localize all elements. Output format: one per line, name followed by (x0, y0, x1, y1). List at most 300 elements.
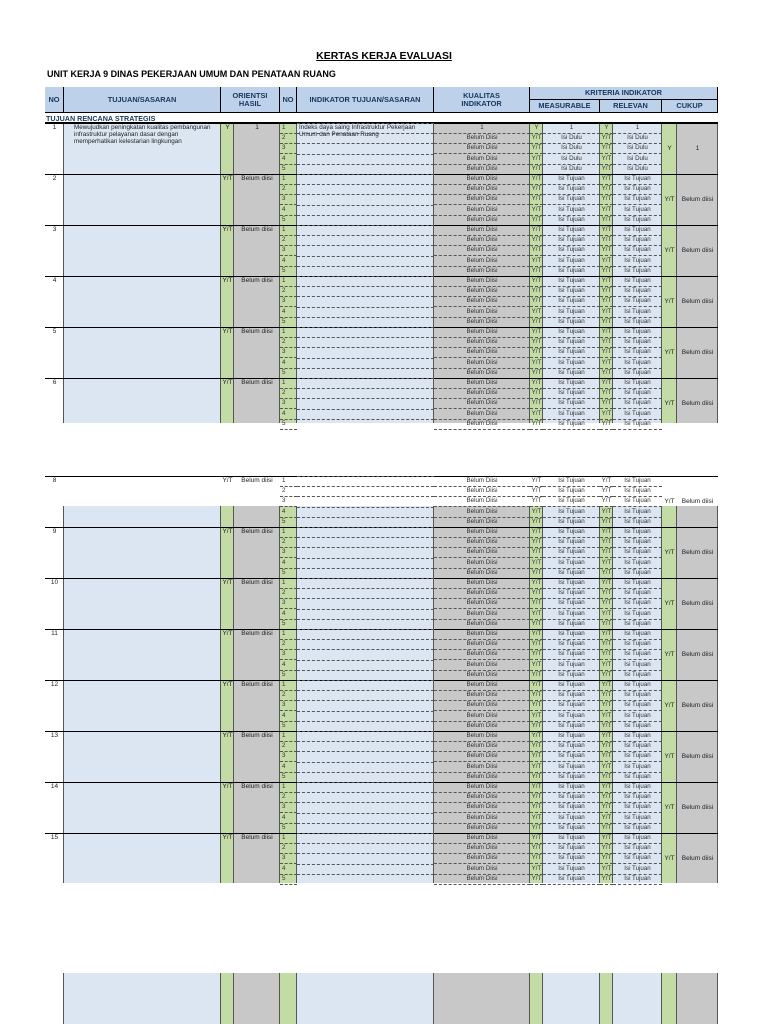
orientasi-flag: Y/T (222, 226, 233, 233)
indikator-cell[interactable] (297, 690, 434, 691)
indikator-cell[interactable] (297, 853, 434, 854)
cukup-value: Belum diisi (681, 650, 714, 658)
indikator-cell[interactable] (297, 711, 434, 712)
sub-number: 4 (280, 813, 297, 824)
table-column (45, 973, 64, 1024)
measurable-value: Isi Tujuan (543, 874, 600, 885)
measurable-flag: Y/T (530, 690, 543, 701)
measurable-value: Isi Tujuan (543, 307, 600, 318)
row-number: 6 (52, 379, 57, 386)
relevan-flag: Y/T (600, 874, 613, 885)
sub-number: 2 (280, 741, 297, 752)
relevan-flag: Y/T (600, 174, 613, 185)
sub-number: 1 (280, 527, 297, 538)
cukup-value: Belum diisi (681, 548, 714, 556)
measurable-flag: Y/T (530, 527, 543, 538)
kualitas-cell: Belum Diisi (434, 792, 530, 803)
relevan-flag: Y/T (600, 731, 613, 742)
kualitas-cell: Belum Diisi (434, 649, 530, 660)
row-number: 12 (50, 681, 59, 688)
relevan-flag: Y/T (600, 256, 613, 267)
indikator-cell[interactable] (297, 639, 434, 640)
relevan-flag: Y/T (600, 853, 613, 864)
relevan-value: Isi Tujuan (613, 235, 662, 246)
measurable-value: Isi Tujuan (543, 843, 600, 854)
relevan-value: Isi Tujuan (613, 588, 662, 599)
header-no: NO (45, 87, 64, 113)
measurable-flag: Y/T (530, 266, 543, 277)
sub-number: 3 (280, 245, 297, 256)
row-number: 11 (51, 630, 58, 637)
relevan-flag: Y/T (600, 843, 613, 854)
kualitas-cell: Belum Diisi (434, 527, 530, 538)
relevan-flag: Y/T (600, 486, 613, 497)
measurable-flag: Y/T (530, 476, 543, 487)
kualitas-cell: Belum Diisi (434, 507, 530, 518)
measurable-value: Isi Tujuan (543, 527, 600, 538)
kualitas-cell: Belum Diisi (434, 154, 530, 165)
indikator-cell[interactable] (297, 649, 434, 650)
relevan-value: Isi Tujuan (613, 486, 662, 497)
measurable-flag: Y/T (530, 419, 543, 430)
measurable-flag: Y/T (530, 558, 543, 569)
indikator-cell[interactable] (297, 629, 434, 630)
orientasi-value: Belum diisi (241, 681, 273, 688)
relevan-flag: Y/T (600, 690, 613, 701)
relevan-value: Isi Tujuan (613, 568, 662, 579)
measurable-value: Isi Tujuan (543, 317, 600, 328)
row-number: 8 (52, 477, 57, 484)
relevan-flag: Y/T (600, 558, 613, 569)
header-no2: NO (280, 87, 297, 113)
sub-number: 2 (280, 184, 297, 195)
indikator-cell[interactable] (297, 772, 434, 773)
sub-number: 5 (280, 215, 297, 226)
indikator-cell[interactable] (297, 802, 434, 803)
kualitas-cell: Belum Diisi (434, 731, 530, 742)
measurable-flag: Y/T (530, 721, 543, 732)
orientasi-value: Belum diisi (241, 579, 273, 586)
measurable-value: Isi Tujuan (543, 286, 600, 297)
measurable-value: Isi Tujuan (543, 598, 600, 609)
orientasi-flag: Y/T (222, 681, 233, 688)
indikator-cell[interactable] (297, 864, 434, 865)
sub-number: 2 (280, 486, 297, 497)
row-number: 3 (52, 226, 57, 233)
indikator-cell[interactable] (297, 792, 434, 793)
indikator-cell[interactable] (297, 731, 434, 732)
relevan-flag: Y/T (600, 307, 613, 318)
sub-number: 2 (280, 235, 297, 246)
measurable-flag: Y/T (530, 843, 543, 854)
relevan-flag: Y/T (600, 368, 613, 379)
relevan-value: Isi Tujuan (613, 853, 662, 864)
relevan-value: Isi Tujuan (613, 496, 662, 507)
cukup-flag: Y/T (664, 195, 675, 203)
kualitas-cell: Belum Diisi (434, 296, 530, 307)
measurable-flag: Y/T (530, 517, 543, 528)
relevan-flag: Y/T (600, 741, 613, 752)
sub-number: 3 (280, 751, 297, 762)
kualitas-cell: Belum Diisi (434, 205, 530, 216)
orientasi-flag: Y/T (222, 528, 233, 535)
relevan-flag: Y/T (600, 864, 613, 875)
cukup-flag: Y/T (664, 246, 675, 254)
indikator-text: Indeks daya saing Infrastruktur Pekerjaan Umum dan Penataan Ruang (299, 124, 416, 138)
measurable-value: Isi Tujuan (543, 378, 600, 389)
row-number: 10 (50, 579, 59, 586)
sub-number: 3 (280, 802, 297, 813)
kualitas-cell: Belum Diisi (434, 711, 530, 722)
relevan-value: Isi Tujuan (613, 762, 662, 773)
sub-number: 5 (280, 721, 297, 732)
measurable-value: Isi Tujuan (543, 205, 600, 216)
measurable-flag: Y/T (530, 588, 543, 599)
kualitas-cell: Belum Diisi (434, 245, 530, 256)
relevan-value: Isi Tujuan (613, 537, 662, 548)
measurable-flag: Y/T (530, 741, 543, 752)
relevan-flag: Y/T (600, 670, 613, 681)
orientasi-value: Belum diisi (241, 477, 273, 484)
relevan-flag: Y/T (600, 782, 613, 793)
relevan-value: Isi Tujuan (613, 276, 662, 287)
kualitas-cell: Belum Diisi (434, 327, 530, 338)
kualitas-cell: Belum Diisi (434, 853, 530, 864)
cukup-flag: Y/T (664, 399, 675, 407)
cukup-flag: Y/T (664, 752, 675, 760)
cukup-value: Belum diisi (681, 297, 714, 305)
relevan-value: Isi Tujuan (613, 194, 662, 205)
sub-number: 3 (280, 853, 297, 864)
kualitas-cell: Belum Diisi (434, 388, 530, 399)
sub-number: 4 (280, 205, 297, 216)
measurable-flag: Y/T (530, 762, 543, 773)
header-cukup: CUKUP (662, 100, 718, 113)
relevan-flag: Y/T (600, 215, 613, 226)
measurable-value: Isi Tujuan (543, 721, 600, 732)
measurable-flag: Y/T (530, 296, 543, 307)
measurable-flag: Y (530, 123, 543, 134)
kualitas-cell: Belum Diisi (434, 629, 530, 640)
indikator-cell[interactable] (297, 833, 434, 834)
sub-number: 5 (280, 568, 297, 579)
kualitas-cell: Belum Diisi (434, 782, 530, 793)
sub-number: 5 (280, 419, 297, 430)
measurable-flag: Y/T (530, 245, 543, 256)
indikator-cell[interactable] (297, 619, 434, 620)
relevan-value: Isi Tujuan (613, 700, 662, 711)
relevan-value: Isi Tujuan (613, 317, 662, 328)
relevan-value: Isi Tujuan (613, 256, 662, 267)
relevan-value: Isi Dulu (613, 164, 662, 175)
sub-number: 5 (280, 317, 297, 328)
row-number: 14 (50, 783, 59, 790)
measurable-flag: Y/T (530, 731, 543, 742)
indikator-cell[interactable] (297, 741, 434, 742)
relevan-value: Isi Tujuan (613, 174, 662, 185)
measurable-value: Isi Tujuan (543, 507, 600, 518)
measurable-value: Isi Tujuan (543, 296, 600, 307)
measurable-flag: Y/T (530, 598, 543, 609)
relevan-flag: Y/T (600, 802, 613, 813)
measurable-value: Isi Tujuan (543, 398, 600, 409)
indikator-cell[interactable] (297, 823, 434, 824)
cukup-flag: Y/T (664, 548, 675, 556)
row-number: 15 (50, 834, 59, 841)
orientasi-value: Belum diisi (241, 834, 273, 841)
relevan-flag: Y/T (600, 476, 613, 487)
cukup-flag: Y/T (664, 701, 675, 709)
relevan-flag: Y/T (600, 327, 613, 338)
sub-number: 3 (280, 598, 297, 609)
kualitas-cell: Belum Diisi (434, 558, 530, 569)
measurable-flag: Y/T (530, 874, 543, 885)
measurable-value: Isi Tujuan (543, 639, 600, 650)
relevan-value: Isi Tujuan (613, 690, 662, 701)
sub-number: 5 (280, 619, 297, 630)
kualitas-cell: Belum Diisi (434, 307, 530, 318)
relevan-flag: Y/T (600, 398, 613, 409)
table-column (600, 973, 613, 1024)
kualitas-cell: Belum Diisi (434, 143, 530, 154)
sub-number: 3 (280, 143, 297, 154)
table-column (662, 973, 677, 1024)
relevan-flag: Y/T (600, 813, 613, 824)
relevan-flag: Y/T (600, 496, 613, 507)
relevan-flag: Y/T (600, 225, 613, 236)
kualitas-cell: Belum Diisi (434, 874, 530, 885)
measurable-flag: Y/T (530, 184, 543, 195)
cukup-value: 1 (695, 144, 700, 152)
relevan-flag: Y/T (600, 143, 613, 154)
relevan-value: Isi Tujuan (613, 802, 662, 813)
relevan-flag: Y/T (600, 527, 613, 538)
measurable-flag: Y/T (530, 833, 543, 844)
row-number: 2 (52, 175, 57, 182)
measurable-value: Isi Tujuan (543, 802, 600, 813)
measurable-flag: Y/T (530, 143, 543, 154)
sub-number: 5 (280, 164, 297, 175)
relevan-flag: Y/T (600, 823, 613, 834)
relevan-value: Isi Tujuan (613, 307, 662, 318)
kualitas-cell: Belum Diisi (434, 286, 530, 297)
measurable-flag: Y/T (530, 205, 543, 216)
sub-number: 3 (280, 496, 297, 507)
orientasi-flag: Y/T (222, 379, 233, 386)
cukup-value: Belum diisi (681, 599, 714, 607)
orientasi-flag: Y/T (222, 630, 233, 637)
indikator-cell[interactable] (297, 700, 434, 701)
indikator-cell[interactable] (297, 721, 434, 722)
relevan-value: Isi Tujuan (613, 782, 662, 793)
measurable-flag: Y/T (530, 864, 543, 875)
relevan-value: Isi Tujuan (613, 598, 662, 609)
relevan-flag: Y/T (600, 547, 613, 558)
measurable-flag: Y/T (530, 276, 543, 287)
orientasi-value: Belum diisi (241, 630, 273, 637)
table-column (221, 973, 234, 1024)
measurable-flag: Y/T (530, 337, 543, 348)
indikator-cell[interactable] (297, 874, 434, 875)
table-fragment (45, 973, 718, 1024)
relevan-flag: Y/T (600, 609, 613, 620)
kualitas-cell: Belum Diisi (434, 537, 530, 548)
measurable-value: Isi Tujuan (543, 833, 600, 844)
indikator-cell[interactable] (297, 588, 434, 589)
relevan-flag: Y/T (600, 154, 613, 165)
relevan-flag: Y/T (600, 409, 613, 420)
relevan-value: Isi Tujuan (613, 184, 662, 195)
measurable-value: Isi Tujuan (543, 517, 600, 528)
sub-number: 4 (280, 609, 297, 620)
table-column (434, 973, 530, 1024)
kualitas-cell: Belum Diisi (434, 184, 530, 195)
relevan-flag: Y/T (600, 286, 613, 297)
indikator-cell[interactable] (297, 670, 434, 671)
measurable-value: Isi Tujuan (543, 853, 600, 864)
relevan-value: Isi Tujuan (613, 527, 662, 538)
measurable-value: Isi Tujuan (543, 337, 600, 348)
sub-number: 5 (280, 266, 297, 277)
sub-number: 2 (280, 843, 297, 854)
kualitas-cell: Belum Diisi (434, 409, 530, 420)
indikator-cell[interactable] (297, 782, 434, 783)
kualitas-cell: Belum Diisi (434, 174, 530, 185)
kualitas-cell: Belum Diisi (434, 680, 530, 691)
measurable-value: Isi Tujuan (543, 680, 600, 691)
sub-number: 5 (280, 368, 297, 379)
measurable-flag: Y/T (530, 772, 543, 783)
measurable-value: Isi Tujuan (543, 235, 600, 246)
sub-number: 1 (280, 378, 297, 389)
measurable-value: Isi Dulu (543, 143, 600, 154)
indikator-cell[interactable] (297, 762, 434, 763)
page-title: KERTAS KERJA EVALUASI (316, 50, 452, 62)
measurable-value: Isi Tujuan (543, 327, 600, 338)
measurable-value: Isi Tujuan (543, 194, 600, 205)
sub-number: 4 (280, 660, 297, 671)
relevan-flag: Y/T (600, 700, 613, 711)
cukup-value: Belum diisi (681, 803, 714, 811)
sub-number: 5 (280, 874, 297, 885)
sub-number: 5 (280, 772, 297, 783)
sub-number: 1 (280, 578, 297, 589)
measurable-value: 1 (543, 123, 600, 134)
orientasi-flag: Y/T (222, 328, 233, 335)
indikator-cell[interactable] (297, 751, 434, 752)
measurable-value: Isi Tujuan (543, 358, 600, 369)
relevan-value: Isi Tujuan (613, 286, 662, 297)
relevan-flag: Y/T (600, 721, 613, 732)
kualitas-cell: Belum Diisi (434, 823, 530, 834)
table-column (530, 973, 543, 1024)
indikator-cell[interactable] (297, 680, 434, 681)
measurable-value: Isi Tujuan (543, 588, 600, 599)
kualitas-cell: Belum Diisi (434, 496, 530, 507)
measurable-value: Isi Tujuan (543, 711, 600, 722)
kualitas-cell: Belum Diisi (434, 670, 530, 681)
measurable-flag: Y/T (530, 629, 543, 640)
relevan-value: Isi Tujuan (613, 629, 662, 640)
relevan-value: Isi Dulu (613, 143, 662, 154)
measurable-value: Isi Tujuan (543, 388, 600, 399)
measurable-value: Isi Tujuan (543, 266, 600, 277)
relevan-flag: Y/T (600, 619, 613, 630)
indikator-cell[interactable] (297, 598, 434, 599)
measurable-flag: Y/T (530, 317, 543, 328)
kualitas-cell: Belum Diisi (434, 225, 530, 236)
kualitas-cell: Belum Diisi (434, 164, 530, 175)
sub-number: 1 (280, 833, 297, 844)
relevan-value: Isi Tujuan (613, 639, 662, 650)
table-column (234, 973, 280, 1024)
relevan-value: Isi Tujuan (613, 419, 662, 430)
measurable-value: Isi Tujuan (543, 347, 600, 358)
relevan-value: Isi Dulu (613, 154, 662, 165)
sub-number: 1 (280, 476, 297, 487)
sub-number: 2 (280, 639, 297, 650)
measurable-flag: Y/T (530, 378, 543, 389)
relevan-flag: Y/T (600, 680, 613, 691)
measurable-flag: Y/T (530, 619, 543, 630)
orientasi-flag: Y/T (222, 834, 233, 841)
relevan-value: Isi Tujuan (613, 358, 662, 369)
sub-number: 1 (280, 327, 297, 338)
relevan-value: Isi Tujuan (613, 864, 662, 875)
relevan-flag: Y/T (600, 629, 613, 640)
measurable-flag: Y/T (530, 398, 543, 409)
orientasi-value: Belum diisi (241, 226, 273, 233)
measurable-flag: Y/T (530, 609, 543, 620)
sub-number: 2 (280, 133, 297, 144)
indikator-cell[interactable] (297, 813, 434, 814)
indikator-cell[interactable] (297, 609, 434, 610)
table-content (45, 0, 718, 586)
relevan-value: Isi Tujuan (613, 731, 662, 742)
indikator-cell[interactable] (297, 843, 434, 844)
measurable-flag: Y/T (530, 792, 543, 803)
header-kriteria: KRITERIA INDIKATOR (530, 87, 718, 100)
relevan-value: Isi Tujuan (613, 649, 662, 660)
measurable-flag: Y/T (530, 368, 543, 379)
relevan-value: Isi Tujuan (613, 833, 662, 844)
relevan-flag: Y/T (600, 649, 613, 660)
kualitas-cell: Belum Diisi (434, 517, 530, 528)
relevan-flag: Y/T (600, 194, 613, 205)
relevan-flag: Y/T (600, 378, 613, 389)
measurable-flag: Y/T (530, 823, 543, 834)
measurable-value: Isi Tujuan (543, 792, 600, 803)
measurable-flag: Y/T (530, 649, 543, 660)
measurable-value: Isi Tujuan (543, 215, 600, 226)
relevan-value: Isi Tujuan (613, 619, 662, 630)
measurable-flag: Y/T (530, 133, 543, 144)
measurable-value: Isi Tujuan (543, 609, 600, 620)
measurable-flag: Y/T (530, 307, 543, 318)
relevan-flag: Y/T (600, 133, 613, 144)
kualitas-cell: Belum Diisi (434, 751, 530, 762)
orientasi-flag: Y/T (222, 579, 233, 586)
relevan-value: Isi Tujuan (613, 772, 662, 783)
kualitas-cell: Belum Diisi (434, 547, 530, 558)
kualitas-cell: Belum Diisi (434, 358, 530, 369)
relevan-value: Isi Tujuan (613, 296, 662, 307)
sub-number: 3 (280, 194, 297, 205)
header-kualitas: KUALITAS INDIKATOR (434, 87, 530, 113)
indikator-cell[interactable] (297, 660, 434, 661)
kualitas-cell: Belum Diisi (434, 598, 530, 609)
sub-number: 1 (280, 680, 297, 691)
